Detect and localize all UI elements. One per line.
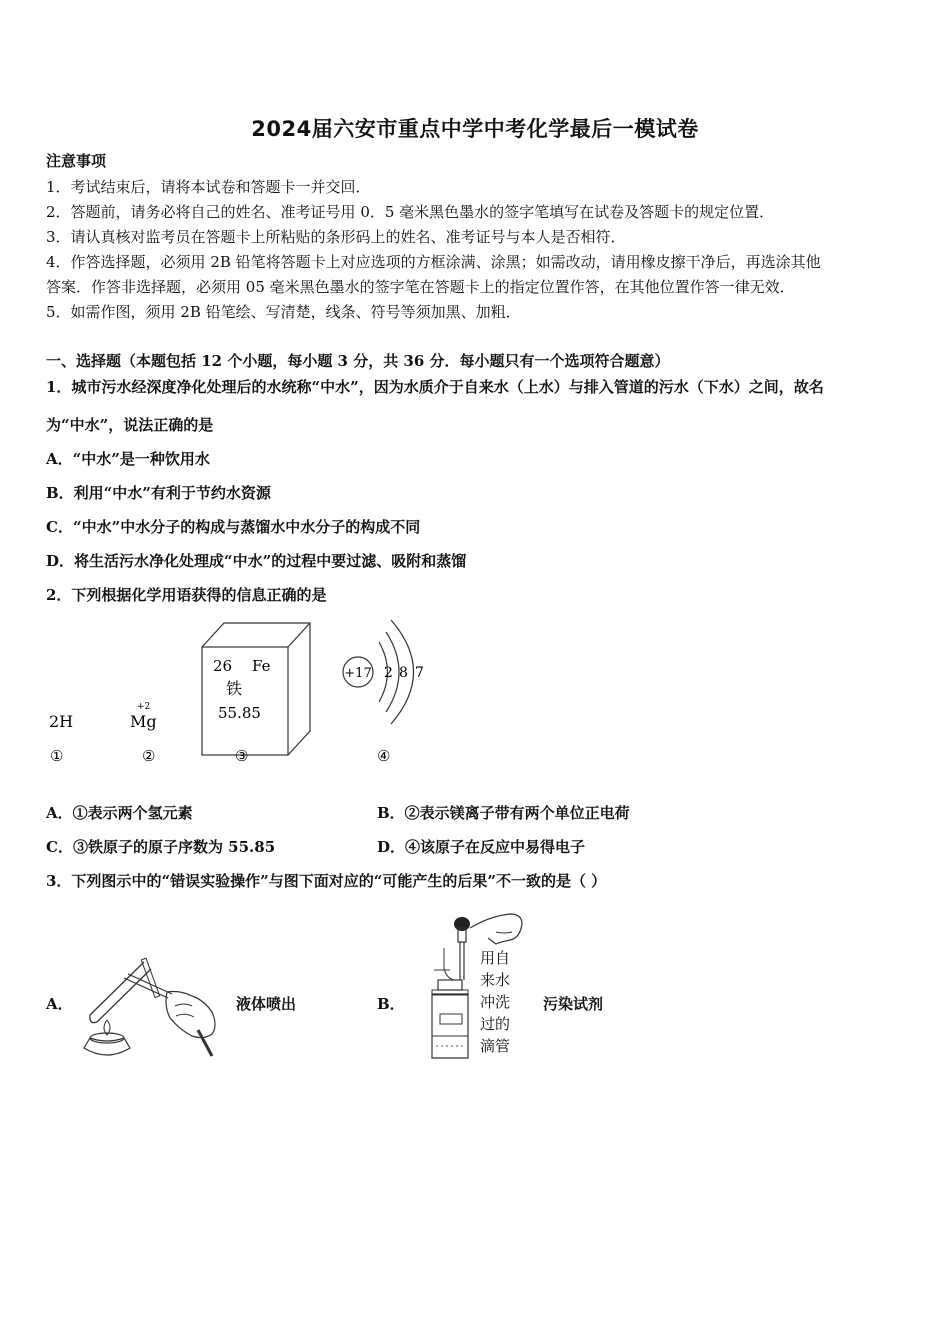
electron-shell-3: 7 [415,665,424,681]
q2-option-d: D．④该原子在反应中易得电子 [377,838,586,856]
q2-option-a: A．①表示两个氢元素 [46,804,193,822]
q3-option-b-label: B． [377,995,405,1013]
atomic-number: 26 [213,657,233,675]
caption-line: 来水 [480,971,511,989]
q2-option-c: C．③铁原子的原子序数为 55.85 [46,838,276,856]
q3-option-a-label: A． [46,995,73,1013]
question-2-stem: 2．下列根据化学用语获得的信息正确的是 [46,586,327,604]
notice-item: 答案．作答非选择题，必须用 05 毫米黑色墨水的签字笔在答题卡上的指定位置作答，在其他位置作答一律无效． [46,278,795,296]
notice-item: 2．答题前，请务必将自己的姓名、准考证号用 0．5 毫米黑色墨水的签字笔填写在试卷及答题卡的规定位置． [46,203,775,221]
q3-option-b-result: 污染试剂 [543,995,604,1013]
q2-option-b: B．②表示镁离子带有两个单位正电荷 [377,804,630,822]
element-cell-box [202,623,310,755]
nucleus-charge: +17 [344,666,372,681]
element-name: 铁 [226,679,243,698]
figure-label: ② [142,747,156,765]
mg-charge: +2 [137,702,151,712]
caption-line: 用自 [480,949,511,967]
notice-item: 5．如需作图，须用 2B 铅笔绘、写清楚，线条、符号等须加黑、加粗． [46,303,521,321]
notice-item: 1．考试结束后，请将本试卷和答题卡一并交回． [46,178,371,196]
dropper-illustration [410,908,535,1063]
section-heading: 一、选择题（本题包括 12 个小题，每小题 3 分，共 36 分．每小题只有一个选项符合题意） [46,352,670,370]
notice-item: 4．作答选择题，必须用 2B 铅笔将答题卡上对应选项的方框涂满、涂黑；如需改动，请用橡皮擦干净后，再选涂其他 [46,253,821,271]
atom-structure-diagram [343,620,424,724]
heating-test-tube-illustration [72,940,222,1065]
caption-line: 滴管 [480,1037,511,1055]
atomic-mass: 55.85 [218,704,261,722]
element-symbol: Fe [252,657,271,675]
q1-option-c: C．“中水”中水分子的构成与蒸馏水中水分子的构成不同 [46,518,421,536]
notice-item: 3．请认真核对监考员在答题卡上所粘贴的条形码上的姓名、准考证号与本人是否相符． [46,228,626,246]
mg-symbol: Mg [130,712,157,731]
electron-shell-1: 2 [384,665,393,681]
caption-line: 冲洗 [480,993,511,1011]
question-1-stem: 1．城市污水经深度净化处理后的水统称“中水”，因为水质介于自来水（上水）与排入管道的污水（下水）之间，故名 [46,378,824,396]
q1-option-d: D．将生活污水净化处理成“中水”的过程中要过滤、吸附和蒸馏 [46,552,467,570]
q1-option-a: A．“中水”是一种饮用水 [46,450,210,468]
page-title: 2024届六安市重点中学中考化学最后一模试卷 [251,117,699,141]
question-3-stem: 3．下列图示中的“错误实验操作”与图下面对应的“可能产生的后果”不一致的是（ ） [46,872,607,890]
figure-label: ④ [377,747,391,765]
q3-option-a-result: 液体喷出 [236,995,297,1013]
q2-figure [40,610,440,770]
q1-option-b: B．利用“中水”有利于节约水资源 [46,484,271,502]
notice-heading: 注意事项 [46,152,107,170]
figure-label: ① [50,747,64,765]
dropper-caption [480,947,510,1057]
question-1-stem-cont: 为“中水”，说法正确的是 [46,416,214,434]
caption-line: 过的 [480,1015,511,1033]
two-h-symbol: 2H [49,712,74,731]
electron-shell-2: 8 [399,665,408,681]
figure-label: ③ [235,747,249,765]
